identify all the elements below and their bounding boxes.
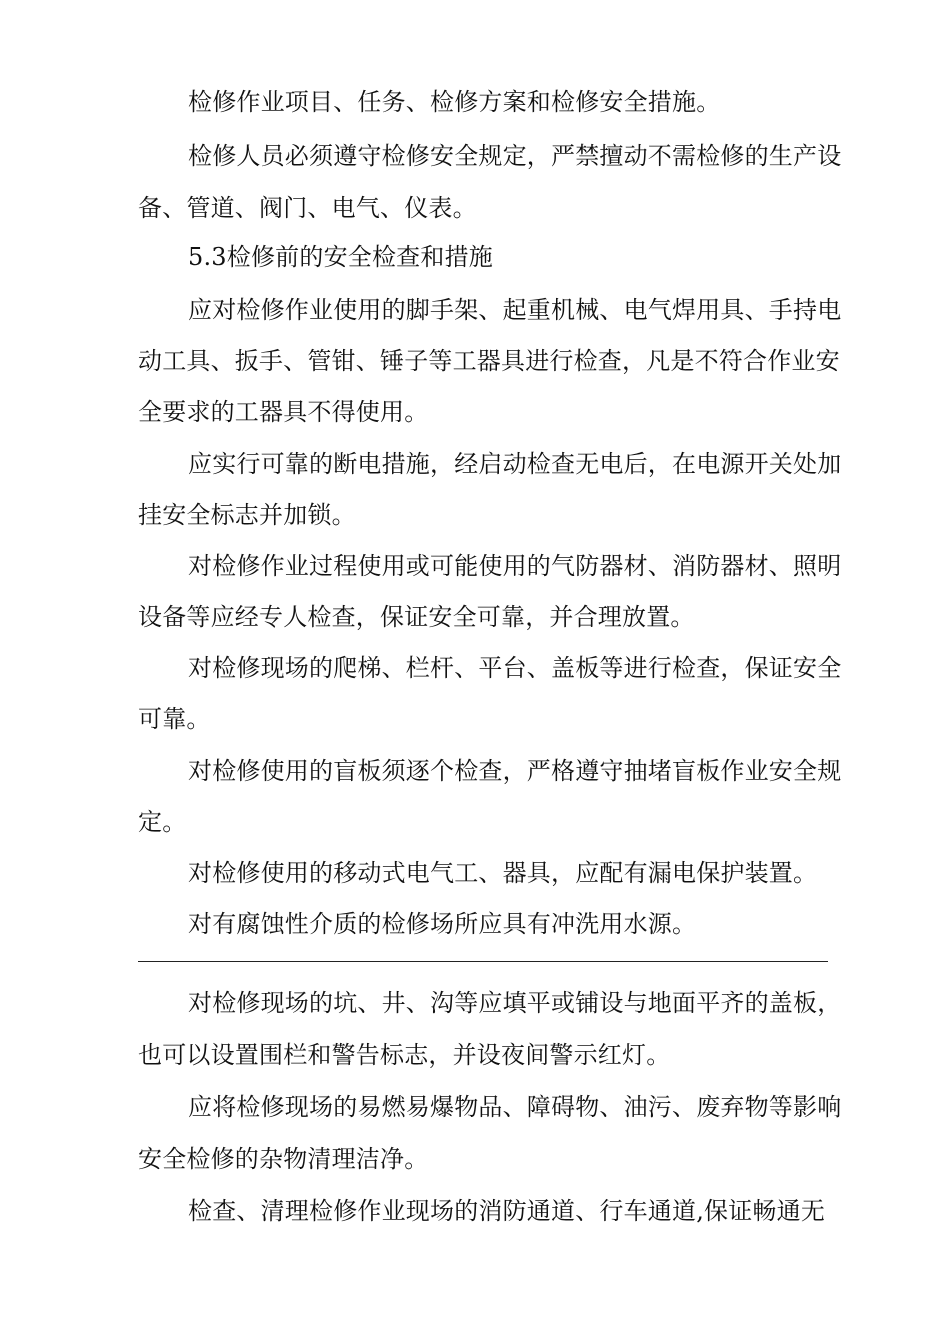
- text-line: 设备等应经专人检查，保证安全可靠，并合理放置。: [138, 603, 695, 631]
- text-line: 对检修使用的移动式电气工、器具，应配有漏电保护装置。: [188, 859, 818, 887]
- text-line: 对检修作业过程使用或可能使用的气防器材、消防器材、照明: [188, 552, 842, 580]
- text-line: 应对检修作业使用的脚手架、起重机械、电气焊用具、手持电: [188, 296, 842, 324]
- section-heading: 5.3检修前的安全检查和措施: [188, 243, 493, 271]
- text-line: 检修人员必须遵守检修安全规定，严禁擅动不需检修的生产设: [188, 142, 842, 170]
- text-line: 对检修使用的盲板须逐个检查，严格遵守抽堵盲板作业安全规: [188, 757, 842, 785]
- text-line: 挂安全标志并加锁。: [138, 501, 356, 529]
- text-line: 应将检修现场的易燃易爆物品、障碍物、油污、废弃物等影响: [188, 1093, 842, 1121]
- text-line: 也可以设置围栏和警告标志，并设夜间警示红灯。: [138, 1041, 671, 1069]
- text-line: 动工具、扳手、管钳、锤子等工器具进行检查，凡是不符合作业安: [138, 347, 840, 375]
- text-line: 检查、清理检修作业现场的消防通道、行车通道,保证畅通无: [188, 1197, 826, 1225]
- text-line: 检修作业项目、任务、检修方案和检修安全措施。: [188, 88, 721, 116]
- text-line: 对检修现场的坑、井、沟等应填平或铺设与地面平齐的盖板，: [188, 989, 842, 1017]
- text-line: 应实行可靠的断电措施，经启动检查无电后，在电源开关处加: [188, 450, 842, 478]
- text-line: 对有腐蚀性介质的检修场所应具有冲洗用水源。: [188, 910, 697, 938]
- text-line: 定。: [138, 808, 187, 836]
- text-line: 可靠。: [138, 705, 211, 733]
- text-line: 备、管道、阀门、电气、仪表。: [138, 194, 477, 222]
- page-divider: [138, 961, 828, 962]
- text-line: 安全检修的杂物清理洁净。: [138, 1145, 429, 1173]
- text-line: 对检修现场的爬梯、栏杆、平台、盖板等进行检查，保证安全: [188, 654, 842, 682]
- text-line: 全要求的工器具不得使用。: [138, 398, 429, 426]
